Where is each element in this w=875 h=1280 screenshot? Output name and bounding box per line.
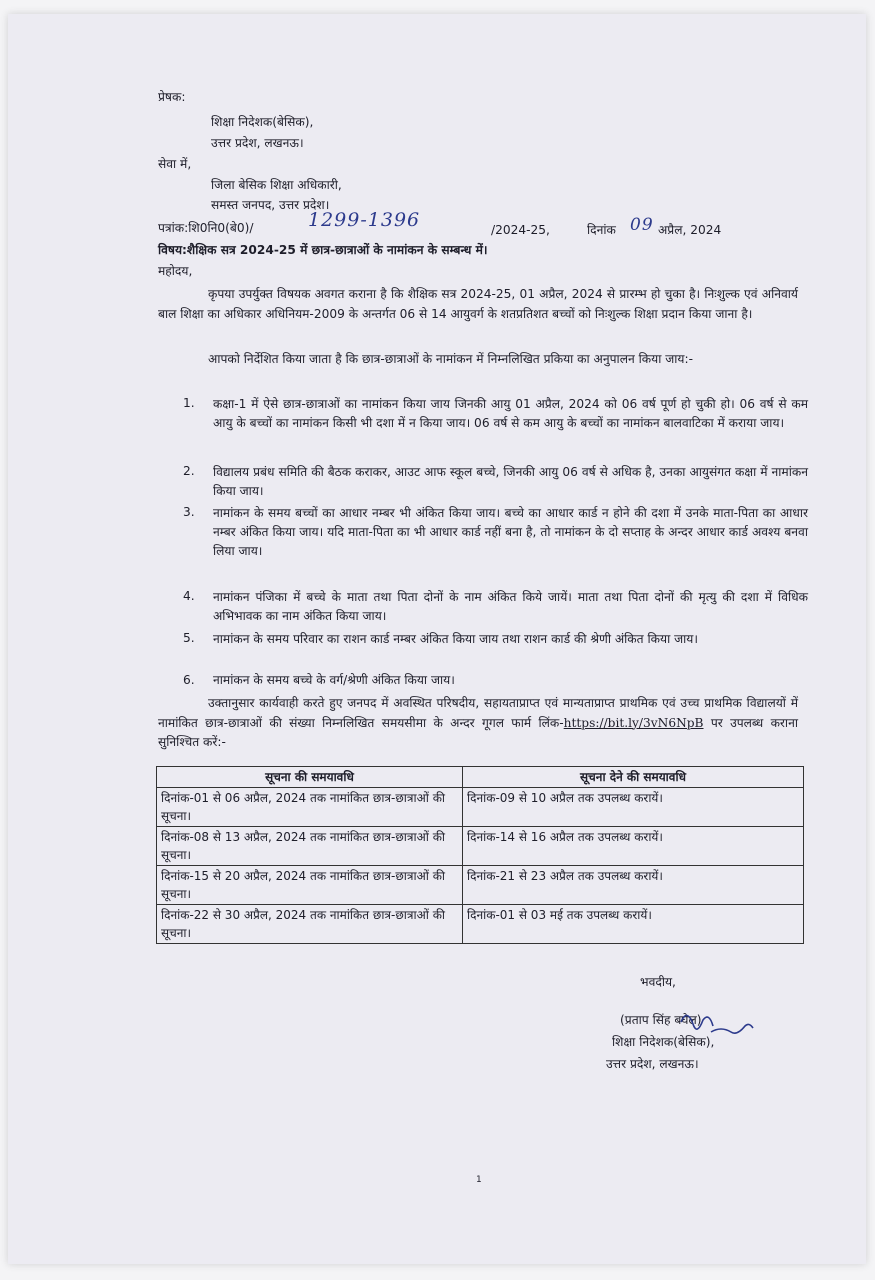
subject-text: शैक्षिक सत्र 2024-25 में छात्र-छात्राओं के नामांकन के सम्बन्ध में। bbox=[186, 243, 488, 257]
date-label: दिनांक bbox=[587, 223, 616, 237]
recipient-place: समस्त जनपद, उत्तर प्रदेश। bbox=[211, 198, 330, 212]
date-handwritten: 09 bbox=[630, 215, 654, 235]
reference-number-handwritten: 1299-1396 bbox=[308, 209, 421, 231]
signatory-name: (प्रताप सिंह बघेल) bbox=[620, 1013, 702, 1027]
list-item-number: 2. bbox=[183, 464, 195, 478]
table-cell: दिनांक-08 से 13 अप्रैल, 2024 तक नामांकित छात्र-छात्राओं की सूचना। bbox=[157, 827, 463, 866]
schedule-table bbox=[156, 766, 804, 944]
list-item-text: कक्षा-1 में ऐसे छात्र-छात्राओं का नामांकन किया जाय जिनकी आयु 01 अप्रैल, 2024 को 06 वर्ष पूर्ण हो चुकी हो। 06 वर्ष से कम आयु के बच्चों का नामांकन किसी भी दशा में न किया जाय। 06 वर्ष से कम आयु के बच्चों का नामांकन बालवाटिका में कराया जाय। bbox=[213, 397, 808, 430]
reference-year: /2024-25, bbox=[491, 223, 550, 237]
page-number: 1 bbox=[476, 1175, 482, 1185]
signatory-place: उत्तर प्रदेश, लखनऊ। bbox=[606, 1057, 699, 1071]
list-item-text: नामांकन के समय परिवार का राशन कार्ड नम्बर अंकित किया जाय तथा राशन कार्ड की श्रेणी अंकित किया जाय। bbox=[213, 632, 698, 646]
salutation: महोदय, bbox=[158, 264, 193, 278]
list-item-text: नामांकन के समय बच्चों का आधार नम्बर भी अंकित किया जाय। बच्चे का आधार कार्ड न होने की दशा में उनके माता-पिता का आधार नम्बर अंकित किया जाय। यदि माता-पिता का भी आधार कार्ड नहीं बना है, तो नामांकन के दो सप्ताह के अन्दर आधार कार्ड अवश्य बनवा लिया जाय। bbox=[213, 506, 808, 558]
recipient-name: जिला बेसिक शिक्षा अधिकारी, bbox=[211, 178, 342, 192]
list-item bbox=[183, 588, 808, 632]
table-cell: दिनांक-15 से 20 अप्रैल, 2024 तक नामांकित छात्र-छात्राओं की सूचना। bbox=[157, 866, 463, 905]
subject-label: विषय: bbox=[158, 243, 187, 257]
table-row bbox=[157, 827, 804, 866]
table-cell: दिनांक-01 से 06 अप्रैल, 2024 तक नामांकित छात्र-छात्राओं की सूचना। bbox=[157, 788, 463, 827]
table-cell: दिनांक-21 से 23 अप्रैल तक उपलब्ध करायें। bbox=[463, 866, 804, 905]
table-cell: दिनांक-14 से 16 अप्रैल तक उपलब्ध करायें। bbox=[463, 827, 804, 866]
google-form-link[interactable]: https://bit.ly/3vN6NpB bbox=[563, 715, 704, 730]
paragraph-instructions: आपको निर्देशित किया जाता है कि छात्र-छात्राओं के नामांकन में निम्नलिखित प्रकिया का अनुपालन किया जाय:- bbox=[208, 352, 693, 366]
table-header-cell: सूचना देने की समयावधि bbox=[463, 767, 804, 788]
list-item bbox=[183, 672, 808, 694]
table-row bbox=[157, 905, 804, 944]
sender-name: शिक्षा निदेशक(बेसिक), bbox=[211, 115, 314, 129]
table-cell: दिनांक-09 से 10 अप्रैल तक उपलब्ध करायें। bbox=[463, 788, 804, 827]
table-cell: दिनांक-01 से 03 मई तक उपलब्ध करायें। bbox=[463, 905, 804, 944]
recipient-label: सेवा में, bbox=[158, 157, 192, 171]
list-item-number: 1. bbox=[183, 396, 195, 410]
signatory-title: शिक्षा निदेशक(बेसिक), bbox=[612, 1035, 715, 1049]
closing: भवदीय, bbox=[640, 975, 676, 989]
sender-place: उत्तर प्रदेश, लखनऊ। bbox=[211, 136, 304, 150]
list-item-text: नामांकन पंजिका में बच्चे के माता तथा पिता दोनों के नाम अंकित किये जायें। माता तथा पिता दोनों की मृत्यु की दशा में विधिक अभिभावक का नाम अंकित किया जाय। bbox=[213, 590, 808, 623]
table-cell: दिनांक-22 से 30 अप्रैल, 2024 तक नामांकित छात्र-छात्राओं की सूचना। bbox=[157, 905, 463, 944]
subject-line bbox=[158, 242, 488, 260]
table-row bbox=[157, 866, 804, 905]
paragraph-action-text: उक्तानुसार कार्यवाही करते हुए जनपद में अवस्थित परिषदीय, सहायताप्राप्त एवं मान्यताप्राप्त प्राथमिक एवं उच्च प्राथमिक विद्यालयों में नामांकित छात्र-छात्राओं की संख्या निम्नलिखित समयसीमा के अन्दर गूगल फार्म लिंक- bbox=[158, 696, 798, 730]
list-item bbox=[183, 630, 808, 674]
reference-prefix: पत्रांक:शि0नि0(बे0)/ bbox=[158, 221, 254, 235]
table-row bbox=[157, 788, 804, 827]
list-item-number: 4. bbox=[183, 589, 195, 603]
letter-page bbox=[8, 14, 866, 1264]
list-item-number: 5. bbox=[183, 631, 195, 645]
paragraph-action bbox=[158, 694, 798, 753]
paragraph-intro: कृपया उपर्युक्त विषयक अवगत कराना है कि शैक्षिक सत्र 2024-25, 01 अप्रैल, 2024 से प्रारम्भ हो चुका है। निःशुल्क एवं अनिवार्य बाल शिक्षा का अधिकार अधिनियम-2009 के अन्तर्गत 06 से 14 आयुवर्ग के शतप्रतिशत बच्चों को निःशुल्क शिक्षा प्रदान किया जाना है। bbox=[158, 287, 798, 321]
list-item bbox=[183, 395, 808, 461]
list-item bbox=[183, 463, 808, 507]
date-rest: अप्रैल, 2024 bbox=[658, 223, 722, 237]
list-item-text: विद्यालय प्रबंध समिति की बैठक कराकर, आउट आफ स्कूल बच्चे, जिनकी आयु 06 वर्ष से अधिक है, उनका आयुसंगत कक्षा में नामांकन किया जाय। bbox=[213, 465, 808, 498]
list-item-number: 6. bbox=[183, 673, 195, 687]
paragraph-action-tail: पर उपलब्ध कराना सुनिश्चित करें:- bbox=[158, 715, 798, 750]
list-item-text: नामांकन के समय बच्चे के वर्ग/श्रेणी अंकित किया जाय। bbox=[213, 673, 455, 687]
list-item bbox=[183, 504, 808, 588]
table-header-row bbox=[157, 767, 804, 788]
sender-label: प्रेषक: bbox=[158, 90, 186, 104]
table-header-cell: सूचना की समयावधि bbox=[157, 767, 463, 788]
list-item-number: 3. bbox=[183, 505, 195, 519]
